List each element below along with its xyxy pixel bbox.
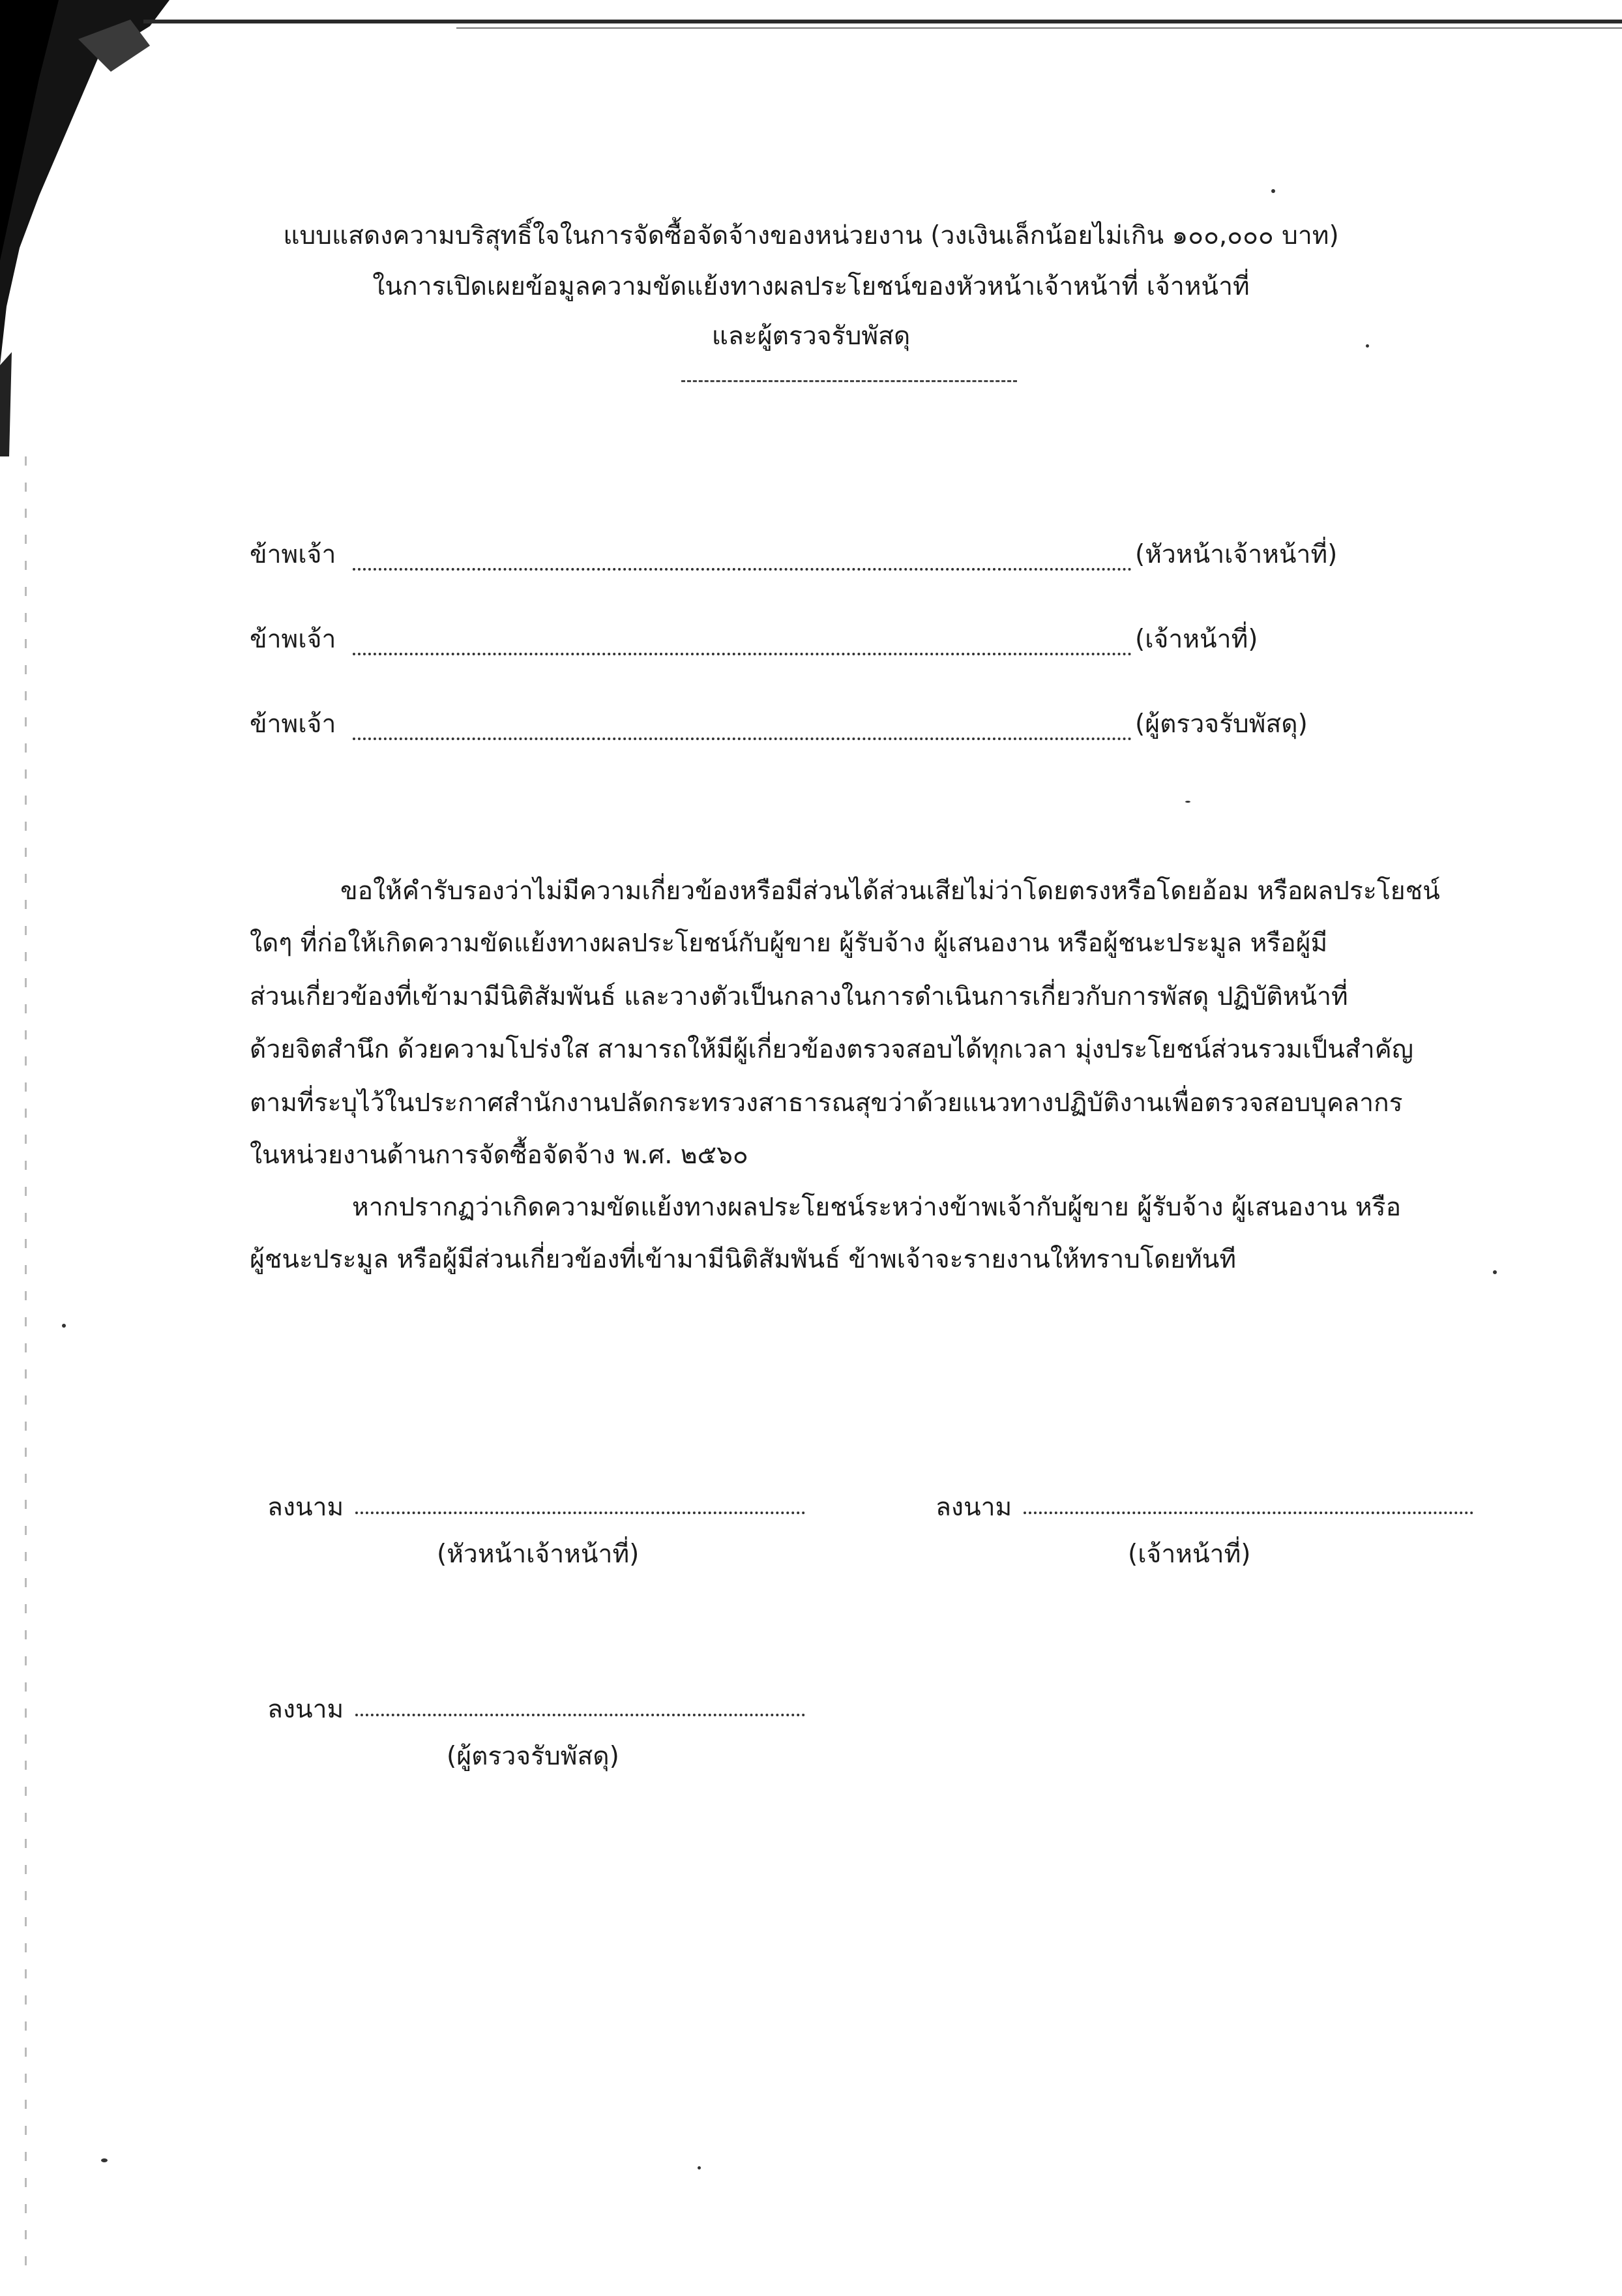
declarant-line-head-officer (250, 538, 1358, 574)
declarant-name-field[interactable] (353, 568, 1132, 571)
declarant-name-field[interactable] (353, 738, 1132, 740)
document-title: แบบแสดงความบริสุทธิ์ใจในการจัดซื้อจัดจ้างของหน่วยงาน (วงเงินเล็กน้อยไม่เกิน ๑๐๐,๐๐๐ บาท) (283, 221, 1339, 250)
paragraph-1-line: ในหน่วยงานด้านการจัดซื้อจัดจ้าง พ.ศ. ๒๕๖๐ (250, 1141, 748, 1170)
paragraph-1-line: ส่วนเกี่ยวข้องที่เข้ามามีนิติสัมพันธ์ และวางตัวเป็นกลางในการดำเนินการเกี่ยวกับการพัสดุ ปฏิบัติหน้าที่ (250, 982, 1348, 1011)
declarant-prefix: ข้าพเจ้า (250, 709, 336, 739)
paragraph-2-line: ผู้ชนะประมูล หรือผู้มีส่วนเกี่ยวข้องที่เข้ามามีนิติสัมพันธ์ ข้าพเจ้าจะรายงานให้ทราบโดยทันที (250, 1245, 1237, 1274)
signature-role: (เจ้าหน้าที่) (1128, 1540, 1251, 1569)
scan-top-edge-thin (456, 27, 1622, 29)
paragraph-1-line: ใดๆ ที่ก่อให้เกิดความขัดแย้งทางผลประโยชน์กับผู้ขาย ผู้รับจ้าง ผู้เสนองาน หรือผู้ชนะประมูล หรือผู้มี (250, 929, 1328, 958)
document-subtitle: ในการเปิดเผยข้อมูลความขัดแย้งทางผลประโยชน์ของหัวหน้าเจ้าหน้าที่ เจ้าหน้าที่ (372, 272, 1250, 301)
signature-field-head-officer[interactable] (355, 1512, 805, 1514)
scan-speck (62, 1324, 66, 1328)
scan-speck (101, 2158, 108, 2162)
scan-left-edge (25, 456, 27, 2269)
declarant-prefix: ข้าพเจ้า (250, 540, 336, 569)
scan-speck (698, 2166, 701, 2169)
signature-role: (ผู้ตรวจรับพัสดุ) (447, 1742, 619, 1771)
declarant-role: (หัวหน้าเจ้าหน้าที่) (1135, 540, 1338, 569)
scan-speck (1185, 801, 1190, 803)
paragraph-2-line: หากปรากฏว่าเกิดความขัดแย้งทางผลประโยชน์ระหว่างข้าพเจ้ากับผู้ขาย ผู้รับจ้าง ผู้เสนองาน หรือ (352, 1193, 1401, 1222)
paragraph-1-line: ด้วยจิตสำนึก ด้วยความโปร่งใส สามารถให้มีผู้เกี่ยวข้องตรวจสอบได้ทุกเวลา มุ่งประโยชน์ส่วนรวมเป็นสำคัญ (250, 1035, 1413, 1064)
declarant-prefix: ข้าพเจ้า (250, 625, 336, 654)
declarant-name-field[interactable] (353, 653, 1132, 655)
scan-speck (1493, 1270, 1497, 1274)
declarant-line-inspector (250, 708, 1358, 744)
scan-speck (1271, 189, 1275, 193)
paragraph-1-line: ขอให้คำรับรองว่าไม่มีความเกี่ยวข้องหรือมีส่วนได้ส่วนเสียไม่ว่าโดยตรงหรือโดยอ้อม หรือผลประโยชน์ (340, 876, 1440, 906)
declarant-role: (ผู้ตรวจรับพัสดุ) (1135, 709, 1308, 739)
scan-top-edge (143, 20, 1622, 23)
signature-field-inspector[interactable] (355, 1714, 805, 1716)
paragraph-1-line: ตามที่ระบุไว้ในประกาศสำนักงานปลัดกระทรวงสาธารณสุขว่าด้วยแนวทางปฏิบัติงานเพื่อตรวจสอบบุคลากร (250, 1088, 1403, 1118)
declarant-role: (เจ้าหน้าที่) (1135, 625, 1258, 654)
signature-field-officer[interactable] (1024, 1512, 1473, 1514)
signature-label: ลงนาม (936, 1493, 1012, 1522)
document-subtitle-line3: และผู้ตรวจรับพัสดุ (711, 321, 911, 351)
signature-label: ลงนาม (267, 1493, 344, 1522)
signature-label: ลงนาม (267, 1695, 344, 1724)
declarant-line-officer (250, 623, 1358, 659)
title-divider (681, 380, 1017, 382)
signature-role: (หัวหน้าเจ้าหน้าที่) (437, 1540, 640, 1569)
